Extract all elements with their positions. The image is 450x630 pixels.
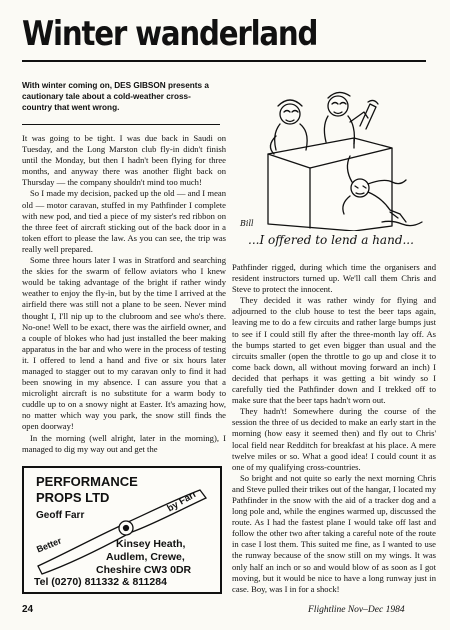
advertisement-box <box>22 466 222 594</box>
cartoon-illustration <box>232 76 430 231</box>
page-number: 24 <box>22 604 34 615</box>
ad-contact-person: Geoff Farr <box>36 510 85 521</box>
paragraph: So bright and not quite so early the next morning Chris and Steve pulled their trikes out of the hangar, I located my Pathfinder in the snow with the aid of a tracker dog and a long pole and, while the engines warmed up, discussed the route. As I had the fastest plane I would take off last and follow the other two after taking a careful note of the route in case I lost them. This suited me fine, as I wanted to use the runway because of the snow still on my wings. It was only half an inch or so and would blow of as soon as I got moving, but it would be nice to have a long runway just in case. Boy, was I in for a shock! <box>232 472 436 594</box>
left-column <box>22 133 226 455</box>
paragraph: They hadn't! Somewhere during the course of the session the three of us decided to make an early start in the morning (how easy it seemed then) and fly out to Chris' local field near Redditch for breakfast at his place. A mere twelve miles or so. What a good idea! I could count it as one of my qualifying cross-countries. <box>232 406 436 472</box>
ad-slogan-top: by Farr <box>165 488 199 515</box>
article-title: Winter wanderland <box>22 14 318 54</box>
ad-address-line: Kinsey Heath, <box>116 538 186 550</box>
standfirst-rule <box>22 124 220 125</box>
ad-address-line: Audlem, Crewe, <box>106 551 185 563</box>
cartoon-signature: Bill <box>240 219 254 228</box>
right-column <box>232 262 436 595</box>
cartoon-caption: ...I offered to lend a hand... <box>248 233 414 247</box>
paragraph: So I made my decision, packed up the old — and I mean old — motor caravan, stuffed in my Pathfinder I complete with new pod, and tied a piece of my sister's red ribbon on the three feet of aircraft sticking out of the back door in a token effort to please the law. As you can see, the trip was really well prepared. <box>22 188 226 254</box>
paragraph: Some three hours later I was in Stratford and searching the skies for the swarm of fellow aviators who I knew would be taking advantage of the bright if rather windy weather to enjoy the fly-in, but by the time I arrived at the airfield there was still not a plane to be seen. Never mind thought I, I'll nip up to the clubroom and see who's there. No-one! Well to be exact, there was the airfield owner, and a couple of blokes who had just installed the beer making apparatus in the bar and who were in the process of testing it. I offered to lend a hand and five or six hours later managed to stagger out to my caravan only to find it had been snowing in my absence. I can assure you that a microlight aircraft is no substitute for a warm body to cuddle up to on a snowy night at Easter. It's amazing how, no matter which way you park, the snow still finds the open doorway! <box>22 255 226 432</box>
ad-telephone: Tel (0270) 811332 & 811284 <box>34 576 167 588</box>
ad-company-name: PERFORMANCE <box>36 474 138 489</box>
magazine-issue: Flightline Nov–Dec 1984 <box>308 605 405 615</box>
paragraph: Pathfinder rigged, during which time the organisers and resident instructors turned up. We'll call them Chris and Steve to protect the innocent. <box>232 262 436 295</box>
ad-slogan-bottom: Better <box>35 535 63 555</box>
paragraph: It was going to be tight. I was due back in Saudi on Tuesday, and the Long Marston club fly-in didn't finish until the Monday, but then I hadn't been flying for three months, and anyway there was another flight back on Thursday — the company shouldn't mind too much! <box>22 133 226 188</box>
standfirst: With winter coming on, DES GIBSON presents a cautionary tale about a cold-weather cross-country that went wrong. <box>22 81 209 113</box>
paragraph: They decided it was rather windy for flying and adjourned to the club house to test the beer taps again, leaving me to do a few circuits and rather large bumps just to see if I could still fly after the three-month lay off. As the bumps started to get even bigger than usual and the circuits smaller (open the throttle to go up and close it to come back down, all without moving forward an inch) I decided that perhaps it was getting a bit windy so I carefully tied the Pathfinder down and I trekked off to make sure that the beer taps hadn't worn out. <box>232 295 436 406</box>
ad-company-name-line2: PROPS LTD <box>36 490 110 505</box>
ad-address-line: Cheshire CW3 0DR <box>96 564 192 576</box>
title-rule <box>22 60 426 62</box>
paragraph: In the morning (well alright, later in the morning), I managed to dig my way out and get the <box>22 432 226 454</box>
